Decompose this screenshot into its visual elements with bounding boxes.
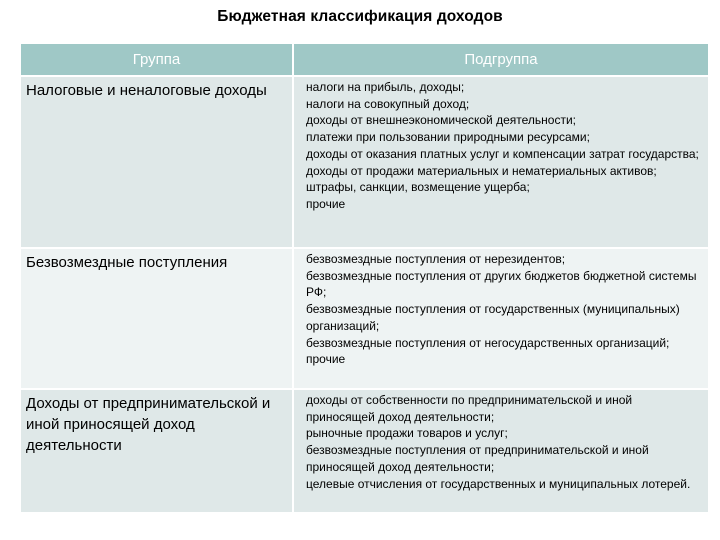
subgroup-item: штрафы, санкции, возмещение ущерба;: [306, 180, 530, 195]
subgroup-item: доходы от собственности по предпринимательской и иной приносящей доход деятельности;: [306, 393, 633, 424]
group-cell: Налоговые и неналоговые доходы: [21, 76, 293, 248]
subgroup-item: безвозмездные поступления от предпринимательской и иной приносящей доход деятельности;: [306, 443, 649, 474]
group-cell: Безвозмездные поступления: [21, 248, 293, 389]
subgroup-item: налоги на совокупный доход;: [306, 96, 470, 111]
table-row: [21, 248, 708, 389]
subgroup-item: доходы от продажи материальных и нематериальных активов;: [306, 163, 657, 178]
subgroup-item: безвозмездные поступления от нерезидентов;: [306, 252, 566, 266]
column-header-subgroup: Подгруппа: [293, 44, 708, 76]
subgroup-item: рыночные продажи товаров и услуг;: [306, 426, 508, 441]
subgroup-item: целевые отчисления от государственных и муниципальных лотерей.: [306, 476, 691, 491]
subgroup-cell: [293, 76, 708, 248]
subgroup-item: прочие: [306, 196, 346, 211]
subgroup-item: доходы от оказания платных услуг и компенсации затрат государства;: [306, 146, 699, 161]
subgroup-item: безвозмездные поступления от негосударственных организаций;: [306, 335, 670, 350]
page-title: Бюджетная классификация доходов: [217, 8, 503, 25]
table-row: [21, 76, 708, 248]
subgroup-item: безвозмездные поступления от других бюджетов бюджетной системы РФ;: [306, 268, 697, 300]
subgroup-item: безвозмездные поступления от государственных (муниципальных) организаций;: [306, 302, 680, 333]
subgroup-item: платежи при пользовании природными ресурсами;: [306, 130, 590, 145]
group-cell: Доходы от предпринимательской и иной приносящей доход деятельности: [21, 389, 293, 512]
column-header-group: Группа: [21, 44, 293, 76]
subgroup-item: прочие: [306, 352, 346, 367]
subgroup-item: доходы от внешнеэкономической деятельности;: [306, 113, 576, 128]
table-row: [21, 389, 708, 512]
income-classification-table: [21, 44, 708, 512]
subgroup-cell: [293, 389, 708, 512]
subgroup-cell: [293, 248, 708, 389]
subgroup-item: налоги на прибыль, доходы;: [306, 80, 465, 94]
